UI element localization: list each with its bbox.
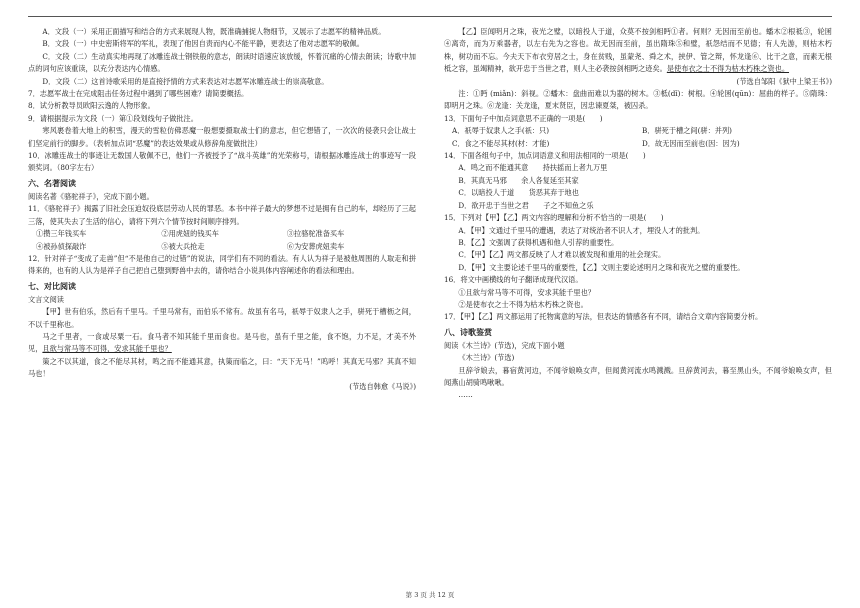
section-8-intro: 阅读《木兰诗》(节选)，完成下面小题 [444, 340, 565, 350]
question-17: 17．【甲】【乙】两文都运用了托物寓意的写法，但表达的情感各有不同，请结合文章内容简要分析。 [444, 312, 763, 322]
left-column [28, 26, 416, 393]
header-rule [28, 16, 832, 17]
translation-item: ②是使布衣之士不得为枯木朽株之资也。 [458, 299, 588, 309]
question-10: 10．冰雕连战士的事迹让无数国人敬佩不已，他们一齐被授予了“战斗英雄”的光荣称号，请根据冰雕连战士的事迹写一段颁奖词。（80字左右） [28, 151, 416, 173]
plot-item: ④被孙侦探敲诈 [36, 241, 87, 251]
section-8-heading: 八、诗歌鉴赏 [444, 326, 492, 337]
underlined-sentence-2: 是使布衣之士不得为枯木朽株之资也。 [666, 64, 790, 74]
passage-jia-2 [28, 331, 416, 356]
option-item: C．【甲】【乙】两文都反映了人才难以被发现和重用的社会现实。 [458, 250, 666, 260]
option-item: C．食之不能尽其材(材：才能) [452, 138, 550, 148]
right-column [444, 26, 832, 402]
option-d: D．文段（二）这首诗歌采用的是直接抒情的方式来表达对志愿军冰雕连战士的崇高敬意。 [42, 76, 329, 86]
plot-item: ②用虎妞的钱买车 [161, 229, 219, 239]
passage-jia-3: 策之不以其道，食之不能尽其材，鸣之而不能通其意，执策而临之，曰：“天下无马！”呜呼！其真无马邪？其真不知马也！ [28, 356, 416, 379]
question-11: 11．《骆驼祥子》揭露了旧社会压迫奴役底层劳动人民的罪恶。本书中祥子最大的梦想不过是拥有自己的车，却经历了三起三落，使其失去了生活的信心，请将下列六个情节按时间顺序排列。 [28, 204, 416, 226]
passage-yi-source: (节选自邹阳《狱中上梁王书》) [736, 76, 832, 86]
underlined-sentence-1: 且欲与常马等不可得，安求其能千里也？ [42, 344, 172, 354]
question-14: 14．下面各组句子中，加点词语意义和用法相同的一项是( ) [444, 151, 646, 161]
question-13-options [444, 125, 832, 150]
section-7-heading: 七、对比阅读 [28, 280, 76, 291]
question-13: 13．下面句子中加点词意思不正确的一项是( ) [444, 113, 603, 123]
plot-list [28, 228, 416, 253]
question-8: 8．试分析教导员欧阳云逸的人物形象。 [28, 101, 155, 111]
poem-ellipsis: …… [458, 390, 473, 400]
option-b: B．文段（一）中史密斯将军的军礼，表现了他因自责而内心不能平静，更表达了他对志愿军的敬佩。 [42, 39, 364, 49]
passage-jia-2-text: 马之千里者，一食或尽粟一石。食马者不知其能千里而食也。是马也，虽有千里之能，食不饱，力不足，才美不外见， [28, 331, 416, 354]
plot-item: ③拉骆驼准备买车 [286, 229, 345, 239]
option-c: C．文段（二）生动真实地再现了冰雕连战士钢铁般的意志，朗读时语速应该放缓，怀着沉痛的心情去朗读；诗歌中加点的词句应该重读，以充分表达内心情感。 [28, 51, 416, 74]
passage-yi-text: 【乙】臣闻明月之珠，夜光之璧，以暗投人于道，众莫不按剑相眄①者。何则？无因而至前也。蟠木②根祗③，轮囷④离奇，而为万乘器者，以左右先为之容也。故无因而至前，虽出隋珠⑤和璧，祇怨结而不见德；有人先游，则枯木朽株，树功而不忘。今夫天下布衣穷居之士，身在贫贱，虽蒙尧、舜之术，挟伊、管之辩，怀龙逢⑥、比干之意，而素无根柢之容，虽竭精神，欲开忠于当世之君，则人主必袭按剑相眄之迹矣。 [444, 27, 832, 74]
poem-title: 《木兰诗》(节选) [458, 353, 515, 363]
section-6-intro: 阅读名著《骆驼祥子》，完成下面小题。 [28, 191, 154, 201]
option-item: D．【甲】文主要论述千里马的重要性，【乙】文则主要论述明月之珠和夜光之璧的重要性。 [458, 262, 745, 272]
section-7-subheading: 文言文阅读 [28, 294, 64, 304]
option-item: D．故无因而至前也(因：因为) [642, 138, 740, 148]
translation-item: ①且欲与常马等不可得，安求其能千里也？ [458, 287, 595, 297]
option-item: A．【甲】文通过千里马的遭遇，表达了对统治者不识人才，埋没人才的批判。 [458, 225, 705, 235]
option-item: B．其真无马邪 余人各复延至其家 [458, 175, 579, 185]
question-9-text: 寒风裹卷着大地上的积雪，漫天的雪粒仿佛恶魔一般想要摄取战士们的意志，但它想错了，一次次的侵袭只会让战士们坚定前行的脚步。（表析加点词“恶魔”的表达效果或从修辞角度做批注） [28, 126, 416, 148]
question-9: 9．请根据提示为文段（一）第①段划线句子做批注。 [28, 113, 198, 123]
question-12: 12．针对祥子“变成了走兽”但“不是他自己的过错”的说法，同学们有不同的看法。有人认为祥子是被他周围的人取走和拼得来的，也有的人认为是祥子自己把自己堕到野兽中去的，请你结合小说具体内容阐述你的看法和理由。 [28, 253, 416, 276]
page-number: 第 3 页 共 12 页 [405, 591, 455, 599]
plot-item: ①攒三年钱买车 [36, 229, 87, 239]
section-6-heading: 六、名著阅读 [28, 177, 76, 188]
question-15: 15．下列对【甲】【乙】两文内容的理解和分析不恰当的一项是( ) [444, 213, 664, 223]
option-item: A．鸣之而不能通其意 持扶摇而上者九万里 [458, 163, 608, 173]
option-item: C．以暗投人于道 货恶其弃于地也 [458, 188, 579, 198]
option-a: A．文段（一）采用正面描写和结合的方式来展现人物，既准确捕捉人物细节，又展示了志愿军的精神品质。 [42, 27, 386, 36]
plot-item: ⑥为安葬虎妞卖车 [286, 241, 345, 251]
question-7: 7．志愿军战士在完成阻击任务过程中遇到了哪些困难？请简要概括。 [28, 89, 249, 99]
passage-jia-1: 【甲】世有伯乐，然后有千里马。千里马常有，而伯乐不常有。故虽有名马，祇辱于奴隶人之手，骈死于槽枥之间，不以千里称也。 [28, 307, 416, 329]
option-item: B．【乙】文强调了获得机遇和他人引荐的重要性。 [458, 237, 619, 247]
option-item: A．祇辱于奴隶人之手(祇：只) [452, 126, 550, 136]
question-16: 16．将文中画横线的句子翻译成现代汉语。 [444, 275, 583, 285]
poem-text: 旦辞爷娘去，暮宿黄河边，不闻爷娘唤女声，但闻黄河流水鸣溅溅。旦辞黄河去，暮至黑山头，不闻爷娘唤女声，但闻燕山胡骑鸣啾啾。 [444, 365, 832, 387]
annotation-notes: 注：①眄 (miǎn)：斜视。②蟠木：盘曲而难以为器的树木。③柢(dǐ)：树根。④轮囷(qūn)：屈曲的样子。⑤隋珠：即明月之珠。⑥龙逢：关龙逢，夏末贤臣，因忠谏夏桀，被囚杀。 [444, 89, 832, 111]
passage-yi [444, 26, 832, 76]
passage-jia-source: (节选自韩愈《马说》) [349, 381, 416, 391]
plot-item: ⑤被大兵抢走 [161, 241, 205, 251]
option-item: D．欲开忠于当世之君 子之不知鱼之乐 [458, 200, 594, 210]
option-item: B．骈死于槽之间(骈：并列) [642, 126, 732, 136]
